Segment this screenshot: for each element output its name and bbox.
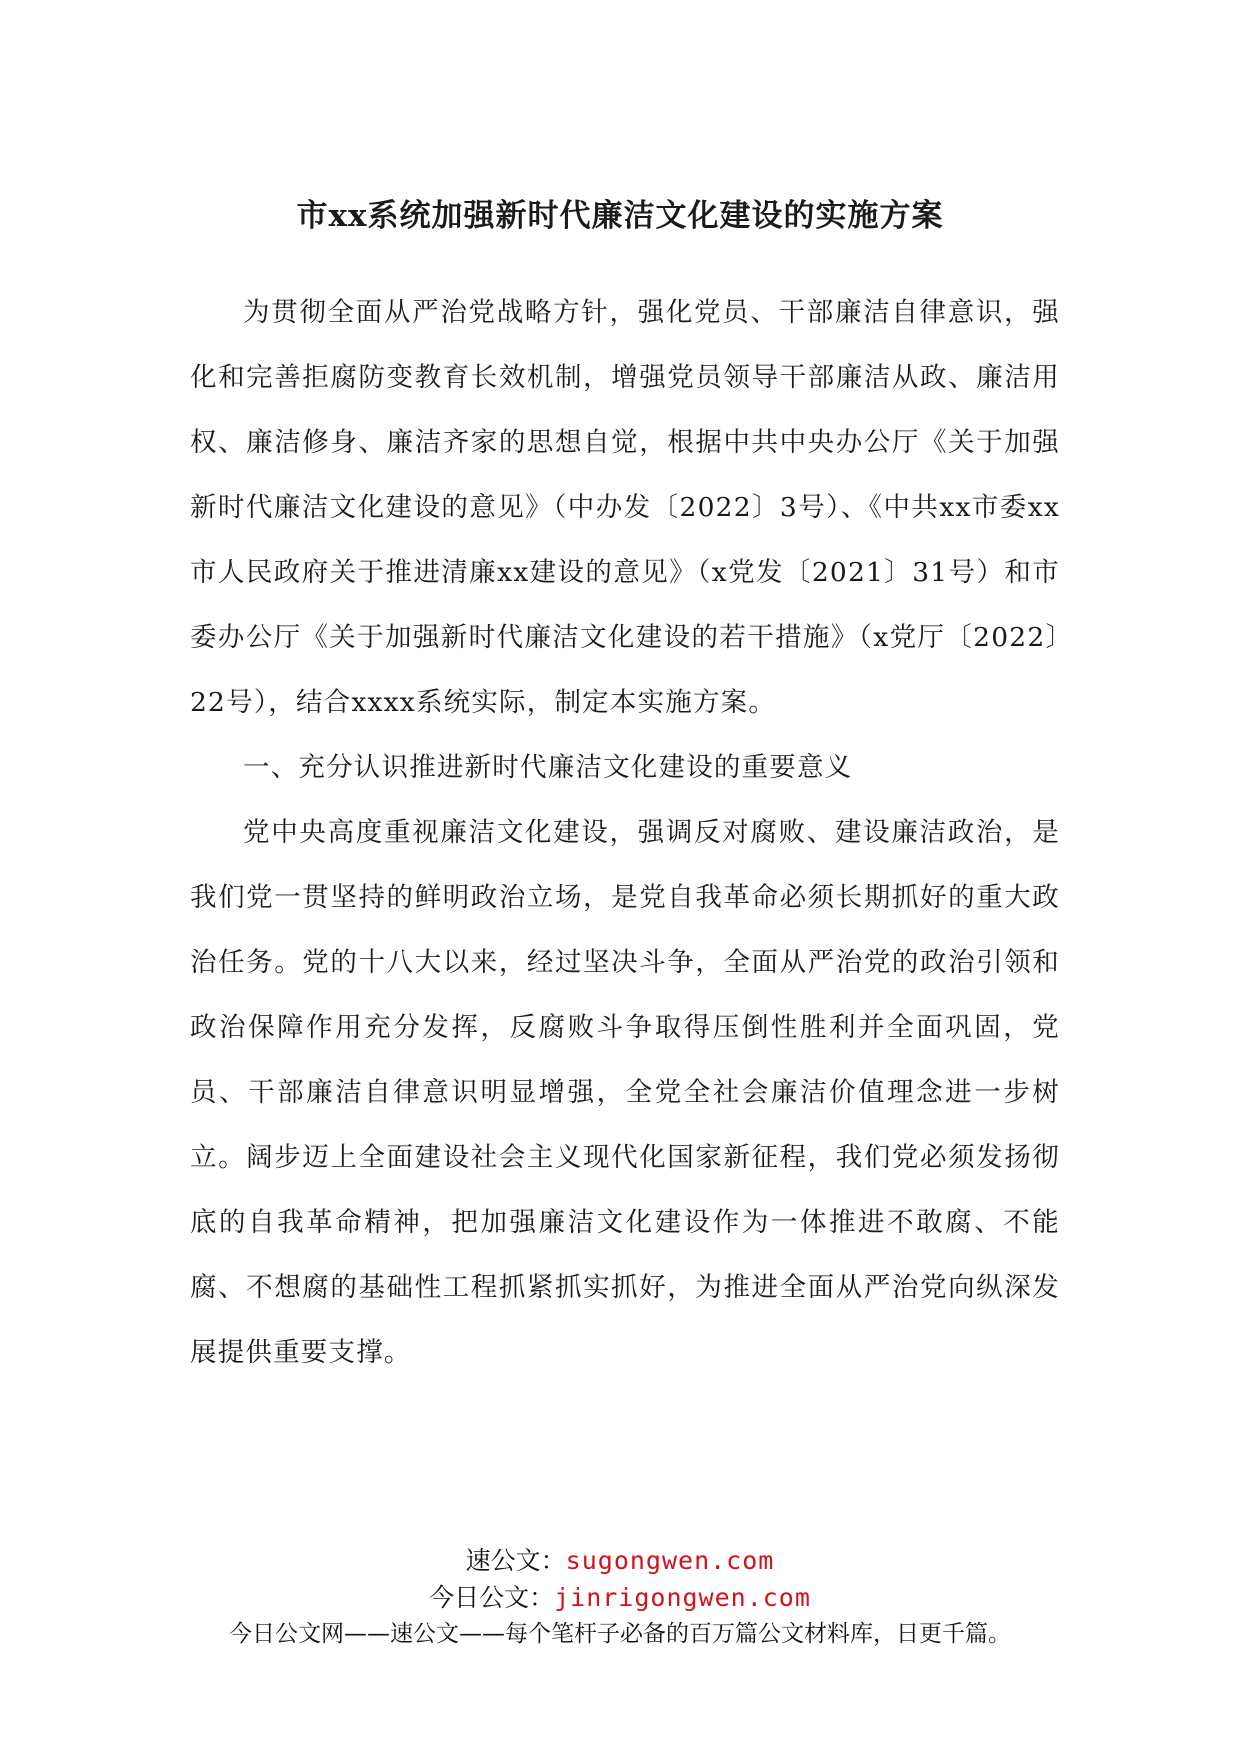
document-body — [190, 280, 1060, 1385]
footer-label-sugongwen: 速公文： — [465, 1546, 566, 1575]
footer-link-jinrigongwen[interactable]: jinrigongwen.com — [554, 1583, 811, 1612]
intro-paragraph: 为贯彻全面从严治党战略方针，强化党员、干部廉洁自律意识，强化和完善拒腐防变教育长效机制，增强党员领导干部廉洁从政、廉洁用权、廉洁修身、廉洁齐家的思想自觉，根据中共中央办公厅《关于加强新时代廉洁文化建设的意见》（中办发〔2022〕3号）、《中共xx市委xx市人民政府关于推进清廉xx建设的意见》（x党发〔2021〕31号）和市委办公厅《关于加强新时代廉洁文化建设的若干措施》（x党厅〔2022〕22号），结合xxxx系统实际，制定本实施方案。 — [190, 297, 1060, 718]
footer-slogan: 今日公文网——速公文——每个笔杆子必备的百万篇公文材料库，日更千篇。 — [229, 1621, 1011, 1647]
footer-link-sugongwen[interactable]: sugongwen.com — [565, 1546, 775, 1575]
section-heading: 一、充分认识推进新时代廉洁文化建设的重要意义 — [243, 752, 853, 783]
footer — [0, 1542, 1240, 1653]
footer-line-sugongwen — [0, 1542, 1240, 1579]
section-paragraph: 党中央高度重视廉洁文化建设，强调反对腐败、建设廉洁政治，是我们党一贯坚持的鲜明政治立场，是党自我革命必须长期抓好的重大政治任务。党的十八大以来，经过坚决斗争，全面从严治党的政治引领和政治保障作用充分发挥，反腐败斗争取得压倒性胜利并全面巩固，党员、干部廉洁自律意识明显增强，全党全社会廉洁价值理念进一步树立。阔步迈上全面建设社会主义现代化国家新征程，我们党必须发扬彻底的自我革命精神，把加强廉洁文化建设作为一体推进不敢腐、不能腐、不想腐的基础性工程抓紧抓实抓好，为推进全面从严治党向纵深发展提供重要支撑。 — [190, 817, 1060, 1368]
document-title: 市xx系统加强新时代廉洁文化建设的实施方案 — [296, 198, 944, 234]
footer-label-jinrigongwen: 今日公文： — [429, 1583, 555, 1612]
footer-line-jinrigongwen — [0, 1579, 1240, 1616]
